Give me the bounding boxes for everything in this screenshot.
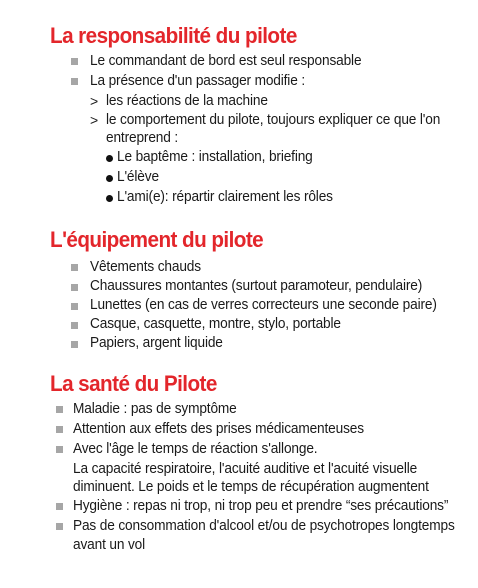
bullet-square: [71, 78, 78, 85]
section-title-equipement: L'équipement du pilote: [50, 227, 264, 252]
sub-item: le comportement du pilote, toujours expliquer ce que l'on: [106, 112, 441, 128]
bullet-square: [56, 406, 63, 413]
bullet-square: [56, 426, 63, 433]
bullet-square: [56, 523, 63, 530]
bullet-dot: [106, 175, 113, 182]
list-item: Avec l'âge le temps de réaction s'allonge.: [73, 441, 318, 457]
arrow-icon: >: [90, 112, 99, 128]
bullet-square: [71, 303, 78, 310]
list-item-continuation: diminuent. Le poids et le temps de récupération augmentent: [73, 479, 429, 495]
list-item: Pas de consommation d'alcool et/ou de psychotropes longtemps: [73, 518, 455, 534]
list-item: Vêtements chauds: [90, 259, 201, 275]
bullet-dot: [106, 155, 113, 162]
bullet-square: [56, 503, 63, 510]
list-item: Hygiène : repas ni trop, ni trop peu et prendre “ses précautions”: [73, 498, 449, 514]
arrow-icon: >: [90, 93, 99, 109]
bullet-item: L'élève: [117, 169, 159, 185]
section-title-sante: La santé du Pilote: [50, 371, 217, 396]
bullet-item: Le baptême : installation, briefing: [117, 149, 313, 165]
list-item: Maladie : pas de symptôme: [73, 401, 237, 417]
bullet-square: [71, 264, 78, 271]
bullet-square: [71, 322, 78, 329]
sub-item-continuation: entreprend :: [106, 130, 179, 146]
section-title-responsabilite: La responsabilité du pilote: [50, 23, 297, 48]
list-item: Chaussures montantes (surtout paramoteur, pendulaire): [90, 278, 423, 294]
list-item: La présence d'un passager modifie :: [90, 73, 305, 89]
bullet-square: [71, 341, 78, 348]
list-item-continuation: La capacité respiratoire, l'acuité auditive et l'acuité visuelle: [73, 461, 418, 477]
bullet-square: [56, 446, 63, 453]
bullet-item: L'ami(e): répartir clairement les rôles: [117, 189, 333, 205]
bullet-dot: [106, 195, 113, 202]
list-item: Le commandant de bord est seul responsable: [90, 53, 362, 69]
bullet-square: [71, 58, 78, 65]
list-item: Papiers, argent liquide: [90, 335, 223, 351]
list-item-continuation: avant un vol: [73, 537, 146, 553]
bullet-square: [71, 284, 78, 291]
list-item: Attention aux effets des prises médicamenteuses: [73, 421, 364, 437]
list-item: Casque, casquette, montre, stylo, portable: [90, 316, 341, 332]
sub-item: les réactions de la machine: [106, 93, 268, 109]
list-item: Lunettes (en cas de verres correcteurs une seconde paire): [90, 297, 437, 313]
